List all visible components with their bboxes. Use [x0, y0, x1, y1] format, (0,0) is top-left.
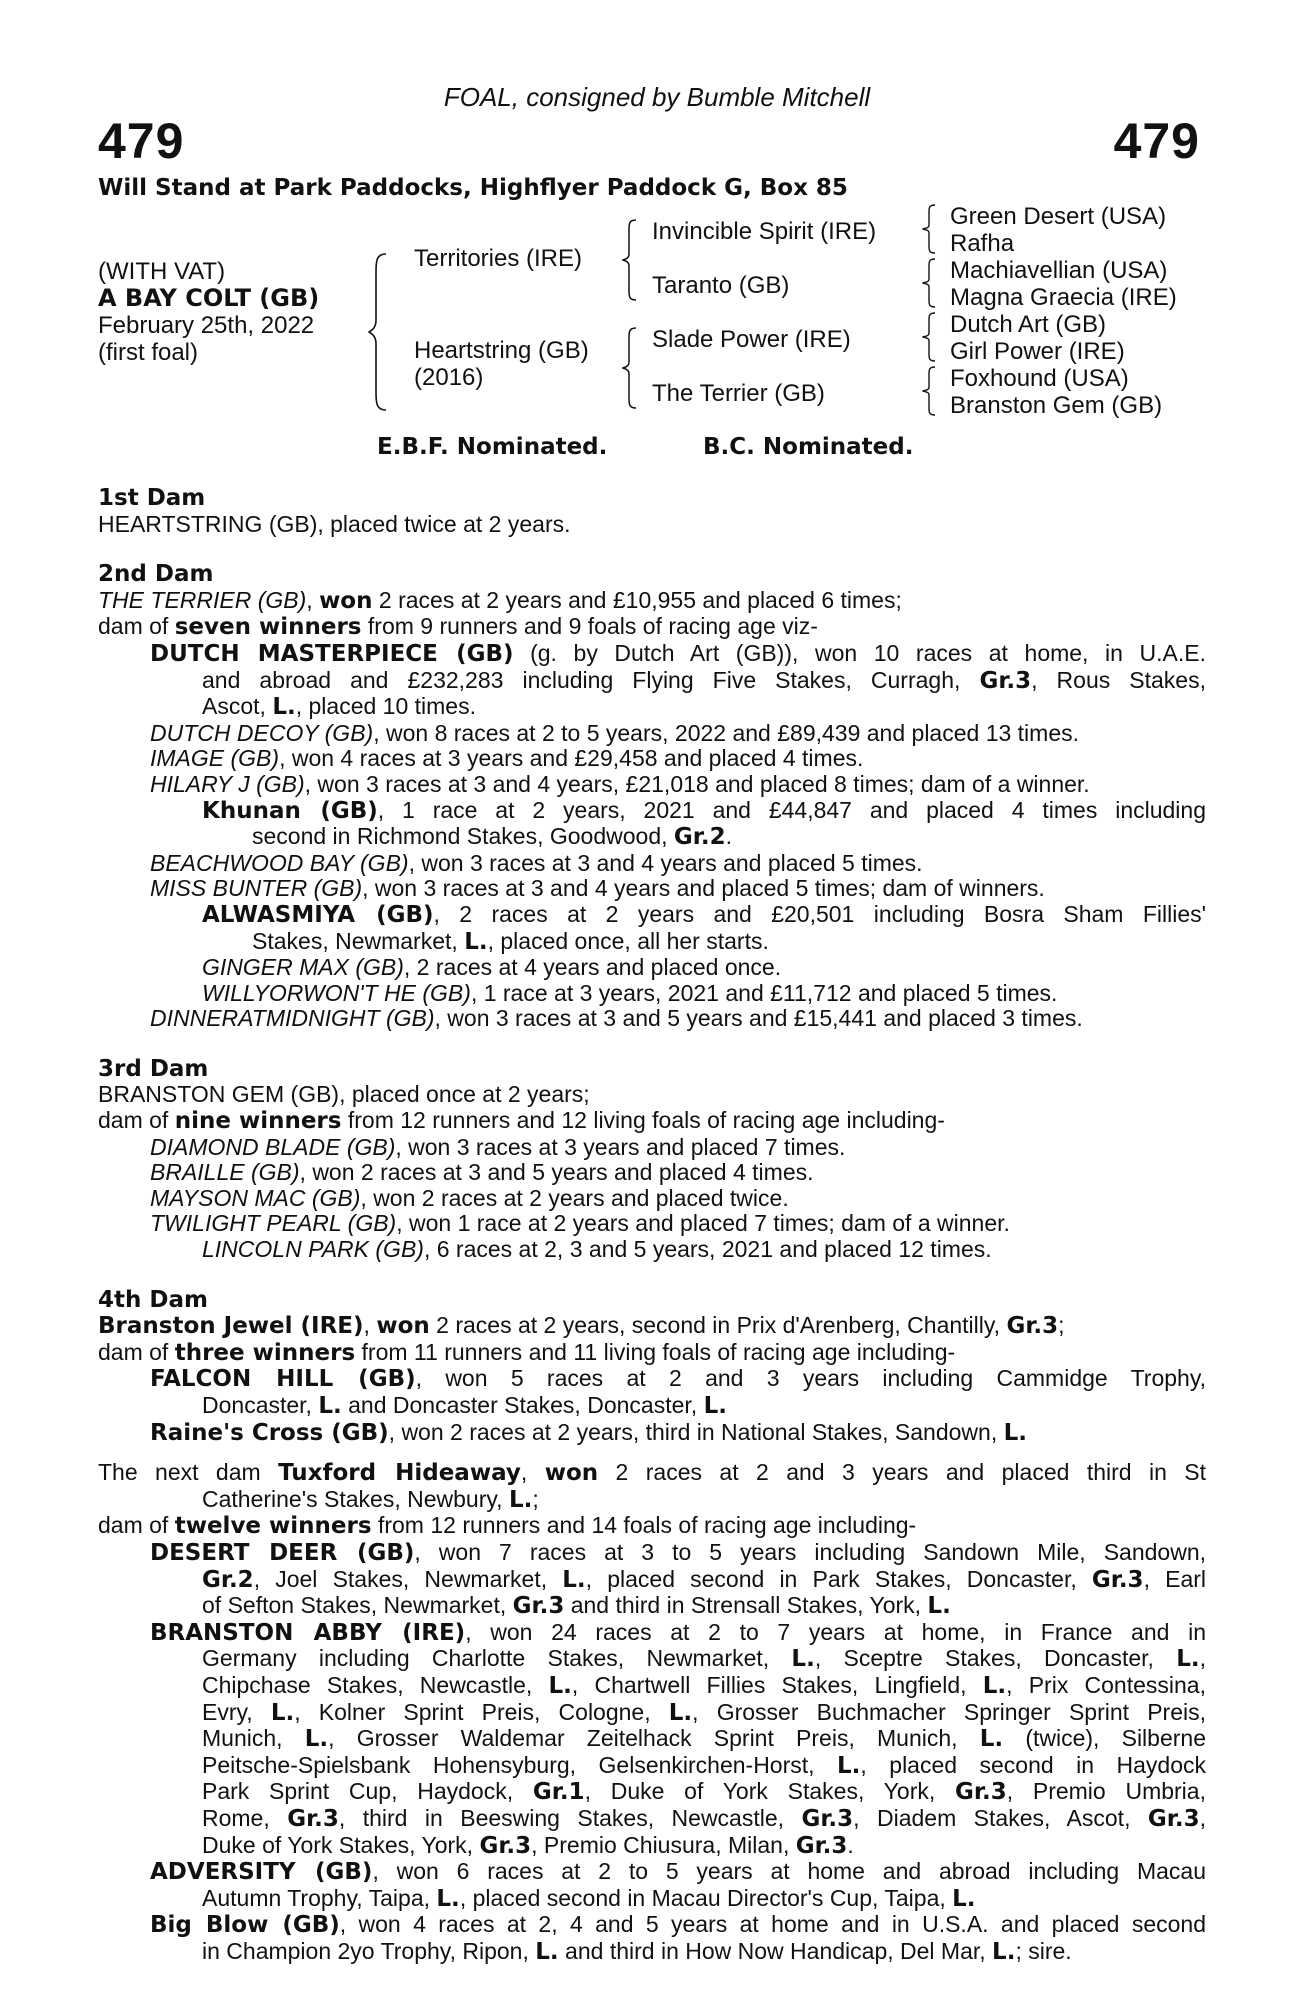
list-item: ADVERSITY (GB), won 6 races at 2 to 5 years at home and abroad including Macau	[150, 1859, 1206, 1886]
list-item: BRANSTON ABBY (IRE), won 24 races at 2 to 7 years at home, in France and in	[150, 1619, 1206, 1646]
list-item-cont: and abroad and £232,283 including Flying Five Stakes, Curragh, Gr.3, Rous Stakes,	[202, 667, 1206, 694]
list-item-cont: Rome, Gr.3, third in Beeswing Stakes, Newcastle, Gr.3, Diadem Stakes, Ascot, Gr.3,	[202, 1805, 1206, 1832]
ancestor-g1: Green Desert (USA)	[950, 203, 1167, 230]
fourth-dam-summary: Branston Jewel (IRE), won 2 races at 2 years, second in Prix d'Arenberg, Chantilly, Gr.3;	[98, 1313, 1065, 1340]
list-item: FALCON HILL (GB), won 5 races at 2 and 3 years including Cammidge Trophy,	[150, 1366, 1206, 1393]
foal-date: February 25th, 2022	[98, 312, 315, 339]
list-item-cont: Evry, L., Kolner Sprint Preis, Cologne, L., Grosser Buchmacher Springer Sprint Preis,	[202, 1699, 1206, 1726]
list-item: GINGER MAX (GB), 2 races at 4 years and placed once.	[202, 955, 782, 981]
ancestor-g2: Rafha	[950, 230, 1015, 257]
third-dam-summary: BRANSTON GEM (GB), placed once at 2 years;	[98, 1082, 590, 1108]
gen3-brace-1	[922, 203, 938, 255]
list-item-cont: in Champion 2yo Trophy, Ripon, L. and third in How Now Handicap, Del Mar, L.; sire.	[202, 1938, 1072, 1965]
list-item: IMAGE (GB), won 4 races at 3 years and £29,458 and placed 4 times.	[150, 746, 864, 772]
fourth-dam-produce: dam of three winners from 11 runners and 11 living foals of racing age including-	[98, 1339, 956, 1366]
list-item-cont: Gr.2, Joel Stakes, Newmarket, L., placed second in Park Stakes, Doncaster, Gr.3, Earl	[202, 1566, 1206, 1593]
list-item: DESERT DEER (GB), won 7 races at 3 to 5 years including Sandown Mile, Sandown,	[150, 1539, 1206, 1566]
list-item: Raine's Cross (GB), won 2 races at 2 years, third in National Stakes, Sandown, L.	[150, 1419, 1028, 1446]
list-item-cont: Duke of York Stakes, York, Gr.3, Premio Chiusura, Milan, Gr.3.	[202, 1832, 854, 1859]
list-item-cont: Park Sprint Cup, Haydock, Gr.1, Duke of York Stakes, York, Gr.3, Premio Umbria,	[202, 1779, 1206, 1806]
lot-number-left: 479	[98, 113, 185, 169]
list-item: LINCOLN PARK (GB), 6 races at 2, 3 and 5 years, 2021 and placed 12 times.	[202, 1237, 992, 1263]
list-item-cont: Munich, L., Grosser Waldemar Zeitelhack Sprint Preis, Munich, L. (twice), Silberne	[202, 1726, 1206, 1753]
gen3-brace-4	[922, 365, 938, 417]
list-item-cont: Germany including Charlotte Stakes, Newmarket, L., Sceptre Stakes, Doncaster, L.,	[202, 1646, 1206, 1673]
gen3-brace-2	[922, 257, 938, 309]
ancestor-g6: Girl Power (IRE)	[950, 338, 1125, 365]
list-item: DUTCH DECOY (GB), won 8 races at 2 to 5 years, 2022 and £89,439 and placed 13 times.	[150, 720, 1080, 746]
list-item: DINNERATMIDNIGHT (GB), won 3 races at 3 and 5 years and £15,441 and placed 3 times.	[150, 1006, 1083, 1032]
sire-sire: Invincible Spirit (IRE)	[652, 218, 877, 245]
ancestor-g5: Dutch Art (GB)	[950, 311, 1107, 338]
sire-brace	[622, 218, 640, 302]
list-item: DUTCH MASTERPIECE (GB) (g. by Dutch Art (GB)), won 10 races at home, in U.A.E.	[150, 640, 1206, 667]
list-item: BRAILLE (GB), won 2 races at 3 and 5 years and placed 4 times.	[150, 1160, 814, 1186]
list-item: Big Blow (GB), won 4 races at 2, 4 and 5 years at home and in U.S.A. and placed second	[150, 1912, 1206, 1939]
list-item-cont: Stakes, Newmarket, L., placed once, all her starts.	[252, 928, 769, 955]
lot-number-right: 479	[1113, 113, 1200, 169]
list-item: MISS BUNTER (GB), won 3 races at 3 and 4 years and placed 5 times; dam of winners.	[150, 876, 1045, 902]
ancestor-g3: Machiavellian (USA)	[950, 257, 1168, 284]
list-item: Khunan (GB), 1 race at 2 years, 2021 and £44,847 and placed 4 times including	[202, 797, 1206, 824]
list-item: BEACHWOOD BAY (GB), won 3 races at 3 and 4 years and placed 5 times.	[150, 850, 923, 876]
third-dam-heading: 3rd Dam	[98, 1056, 209, 1082]
subject-brace	[368, 252, 390, 412]
first-dam-text: HEARTSTRING (GB), placed twice at 2 years.	[98, 511, 571, 537]
next-dam-summary: The next dam Tuxford Hideaway, won 2 races at 2 and 3 years and placed third in St	[98, 1460, 1206, 1487]
list-item-cont: Peitsche-Spielsbank Hohensyburg, Gelsenkirchen-Horst, L., placed second in Haydock	[202, 1752, 1206, 1779]
vat-note: (WITH VAT)	[98, 258, 226, 285]
list-item-cont: Doncaster, L. and Doncaster Stakes, Doncaster, L.	[202, 1393, 727, 1419]
stand-location: Will Stand at Park Paddocks, Highflyer Paddock G, Box 85	[98, 175, 848, 201]
dam-sire: Slade Power (IRE)	[652, 326, 851, 353]
list-item: WILLYORWON'T HE (GB), 1 race at 3 years, 2021 and £11,712 and placed 5 times.	[202, 980, 1058, 1006]
ancestor-g8: Branston Gem (GB)	[950, 392, 1163, 419]
foal-note: (first foal)	[98, 339, 199, 366]
sire-dam: Taranto (GB)	[652, 272, 790, 299]
dam-brace	[622, 326, 640, 410]
list-item-cont: Chipchase Stakes, Newcastle, L., Chartwell Fillies Stakes, Lingfield, L., Prix Contessina,	[202, 1672, 1206, 1699]
dam-year: (2016)	[414, 364, 484, 391]
next-dam-produce: dam of twelve winners from 12 runners and 14 foals of racing age including-	[98, 1513, 917, 1540]
next-dam-summary-cont: Catherine's Stakes, Newbury, L.;	[202, 1486, 539, 1513]
list-item: HILARY J (GB), won 3 races at 3 and 4 years, £21,018 and placed 8 times; dam of a winner.	[150, 771, 1090, 797]
second-dam-produce: dam of seven winners from 9 runners and 9 foals of racing age viz-	[98, 614, 818, 641]
dam: Heartstring (GB)	[414, 337, 589, 364]
first-dam-heading: 1st Dam	[98, 486, 206, 511]
lot-title: A BAY COLT (GB)	[98, 284, 320, 312]
list-item-cont: second in Richmond Stakes, Goodwood, Gr.2.	[252, 824, 732, 851]
list-item-cont: Autumn Trophy, Taipa, L., placed second in Macau Director's Cup, Taipa, L.	[202, 1885, 976, 1912]
fourth-dam-heading: 4th Dam	[98, 1287, 208, 1313]
consignor-line: FOAL, consigned by Bumble Mitchell	[443, 82, 871, 112]
list-item-cont: Ascot, L., placed 10 times.	[202, 694, 476, 721]
bc-nomination: B.C. Nominated.	[703, 434, 914, 460]
sire: Territories (IRE)	[414, 245, 583, 272]
list-item: MAYSON MAC (GB), won 2 races at 2 years and placed twice.	[150, 1185, 789, 1211]
second-dam-summary: THE TERRIER (GB), won 2 races at 2 years and £10,955 and placed 6 times;	[98, 587, 902, 614]
list-item: TWILIGHT PEARL (GB), won 1 race at 2 years and placed 7 times; dam of a winner.	[150, 1211, 1010, 1237]
list-item: ALWASMIYA (GB), 2 races at 2 years and £20,501 including Bosra Sham Fillies'	[202, 901, 1206, 928]
ancestor-g7: Foxhound (USA)	[950, 365, 1129, 392]
dam-dam: The Terrier (GB)	[652, 380, 825, 407]
third-dam-produce: dam of nine winners from 12 runners and 12 living foals of racing age including-	[98, 1108, 945, 1135]
catalogue-body	[98, 486, 1206, 1965]
list-item-cont: of Sefton Stakes, Newmarket, Gr.3 and third in Strensall Stakes, York, L.	[202, 1593, 951, 1620]
list-item: DIAMOND BLADE (GB), won 3 races at 3 years and placed 7 times.	[150, 1134, 846, 1160]
gen3-brace-3	[922, 311, 938, 363]
ancestor-g4: Magna Graecia (IRE)	[950, 284, 1177, 311]
ebf-nomination: E.B.F. Nominated.	[377, 434, 608, 460]
second-dam-heading: 2nd Dam	[98, 562, 214, 588]
